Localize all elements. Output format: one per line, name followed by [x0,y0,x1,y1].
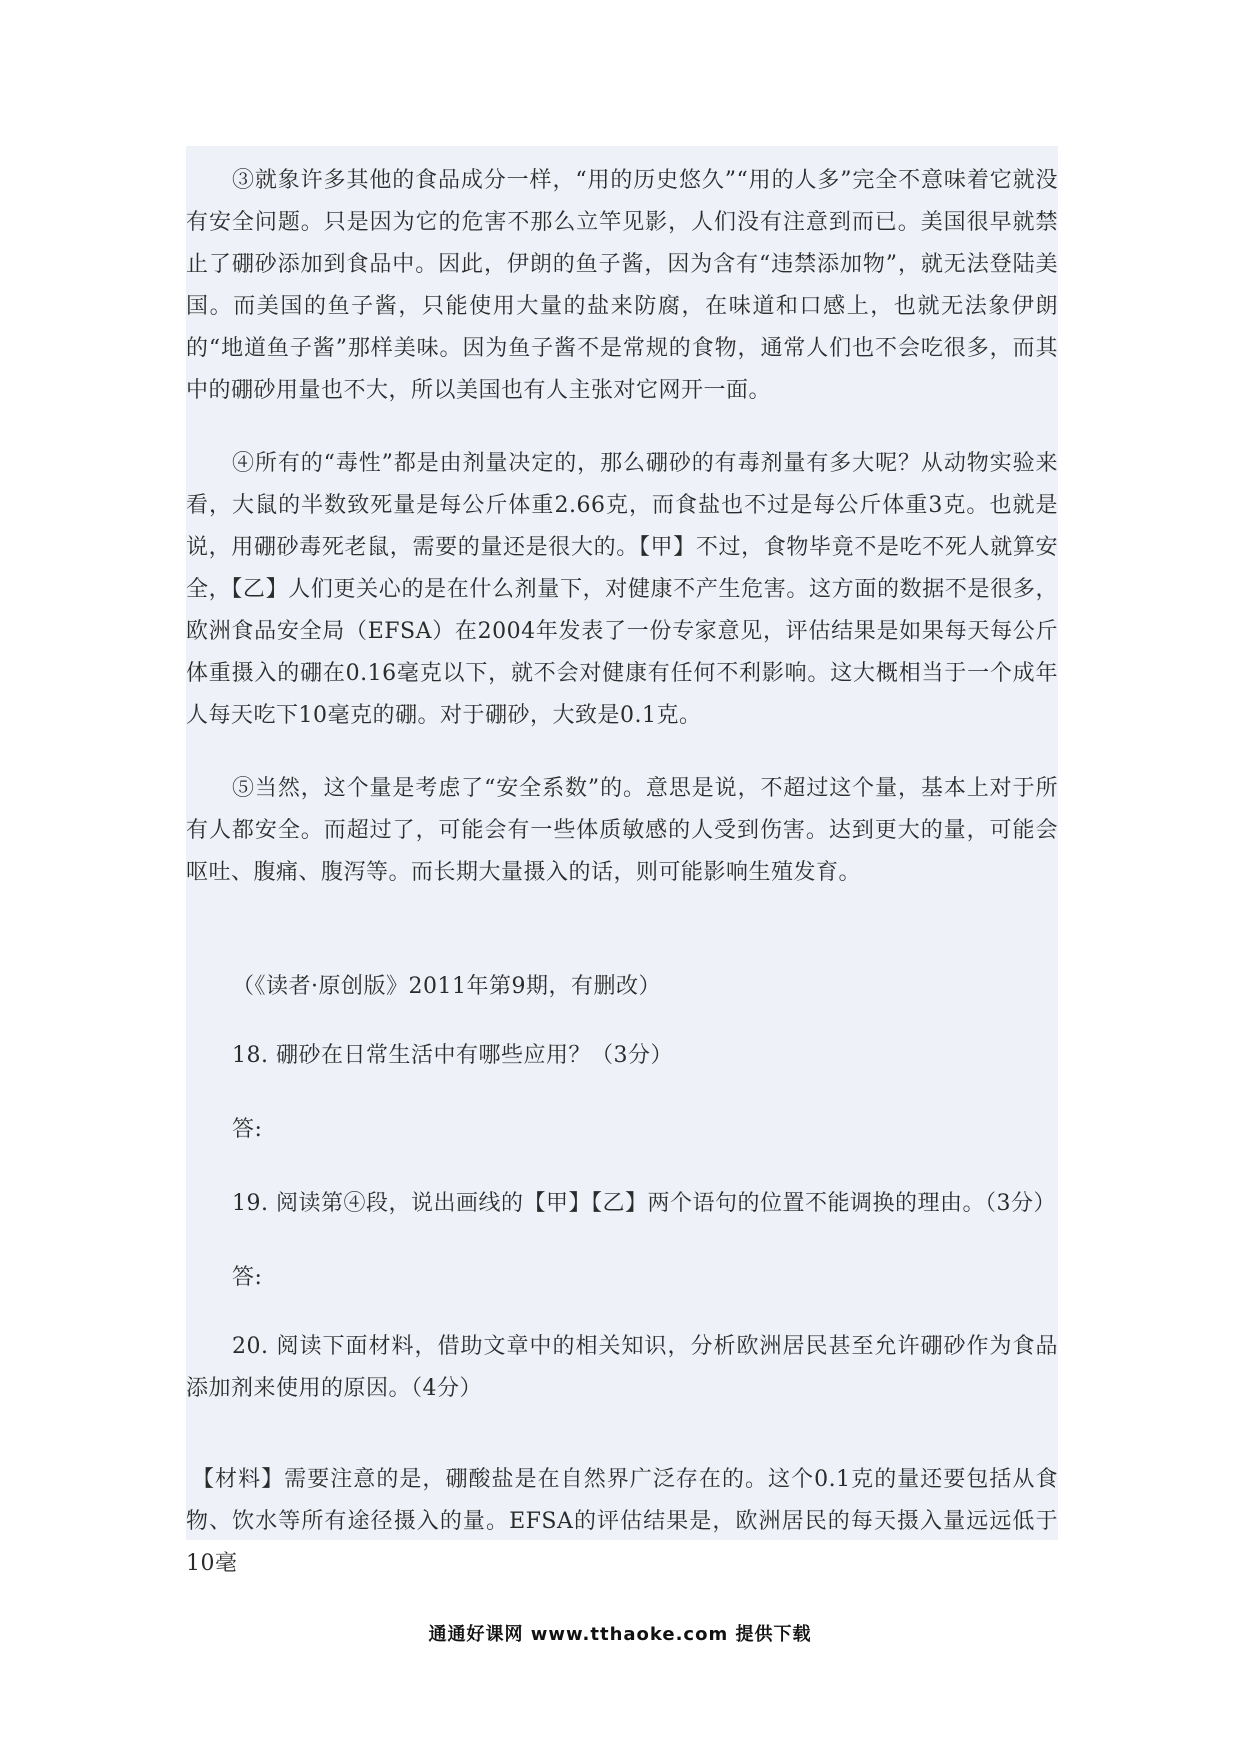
source-citation: （《读者·原创版》2011年第9期，有删改） [232,974,661,999]
question-19: 19. 阅读第④段，说出画线的【甲】【乙】两个语句的位置不能调换的理由。（3分） [232,1191,1056,1216]
paragraph-4: ④所有的“毒性”都是由剂量决定的，那么硼砂的有毒剂量有多大呢？从动物实验来看，大鼠的半数致死量是每公斤体重2.66克，而食盐也不过是每公斤体重3克。也就是说，用硼砂毒死老鼠，需要的量还是很大的。【甲】不过，食物毕竟不是吃不死人就算安全，【乙】人们更关心的是在什么剂量下，对健康不产生危害。这方面的数据不是很多，欧洲食品安全局（EFSA）在2004年发表了一份专家意见，评估结果是如果每天每公斤体重摄入的硼在0.16毫克以下，就不会对健康有任何不利影响。这大概相当于一个成年人每天吃下10毫克的硼。对于硼砂，大致是0.1克。 [186,451,1058,728]
footer-download-notice: 通通好课网 www.tthaoke.com 提供下载 [428,1624,812,1645]
content-block [186,146,1058,1576]
question-18: 18. 硼砂在日常生活中有哪些应用？（3分） [232,1043,673,1068]
material-text: 【材料】需要注意的是，硼酸盐是在自然界广泛存在的。这个0.1克的量还要包括从食物、饮水等所有途径摄入的量。EFSA的评估结果是，欧洲居民的每天摄入量远远低于10毫 [186,1467,1058,1576]
question-20: 20. 阅读下面材料，借助文章中的相关知识，分析欧洲居民甚至允许硼砂作为食品添加剂来使用的原因。（4分） [186,1334,1058,1401]
answer-18-label: 答: [232,1117,263,1142]
paragraph-3: ③就象许多其他的食品成分一样，“用的历史悠久”“用的人多”完全不意味着它就没有安全问题。只是因为它的危害不那么立竿见影，人们没有注意到而已。美国很早就禁止了硼砂添加到食品中。因此，伊朗的鱼子酱，因为含有“违禁添加物”，就无法登陆美国。而美国的鱼子酱，只能使用大量的盐来防腐，在味道和口感上，也就无法象伊朗的“地道鱼子酱”那样美味。因为鱼子酱不是常规的食物，通常人们也不会吃很多，而其中的硼砂用量也不大，所以美国也有人主张对它网开一面。 [186,168,1058,403]
answer-19-label: 答: [232,1265,263,1290]
paragraph-5: ⑤当然，这个量是考虑了“安全系数”的。意思是说，不超过这个量，基本上对于所有人都安全。而超过了，可能会有一些体质敏感的人受到伤害。达到更大的量，可能会呕吐、腹痛、腹泻等。而长期大量摄入的话，则可能影响生殖发育。 [186,776,1058,885]
